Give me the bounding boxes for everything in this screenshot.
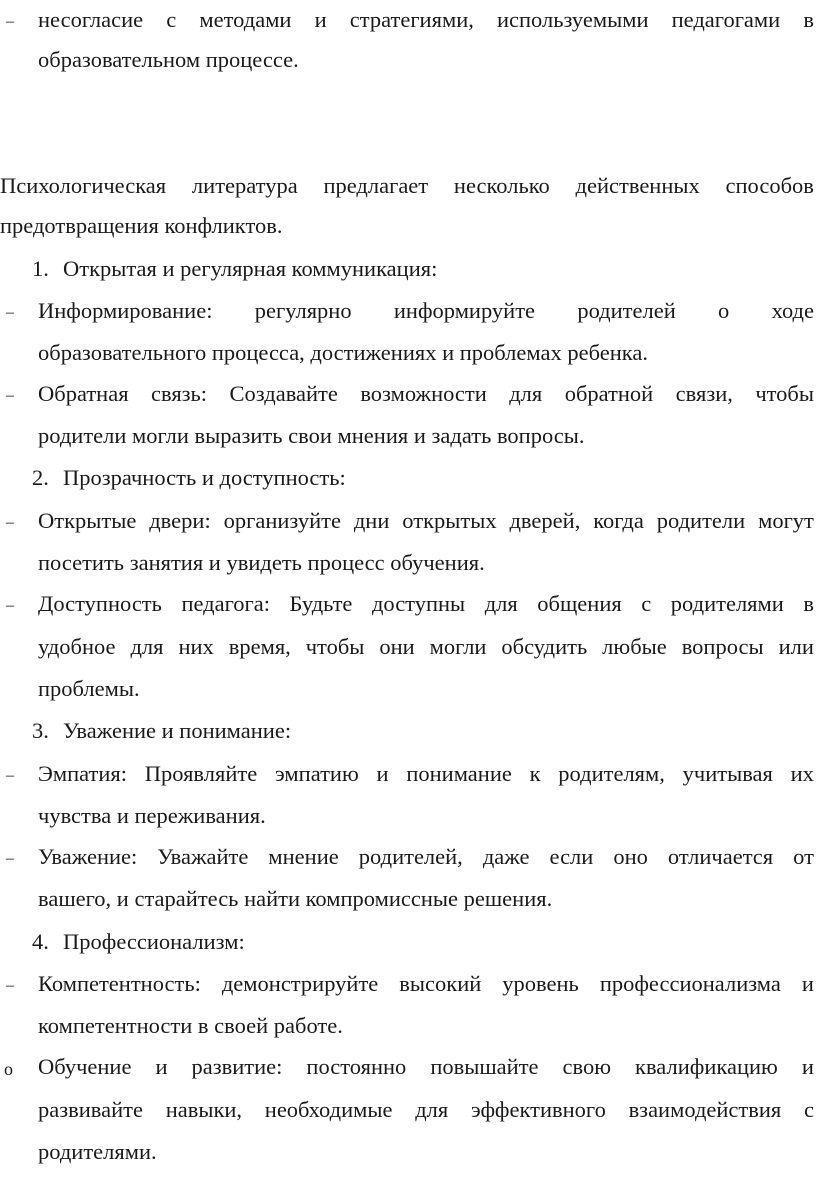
word: них [178, 634, 214, 659]
word: отличается [667, 844, 774, 869]
list-item-line [38, 1099, 814, 1122]
word: их [790, 761, 814, 786]
word: Будьте [289, 591, 353, 616]
list-item-line [38, 383, 814, 406]
word: чтобы [755, 381, 814, 406]
word: возможности [360, 381, 487, 406]
list-item-line [38, 593, 814, 616]
list-item-line [38, 636, 814, 659]
word: методами [199, 7, 292, 32]
word: двери: [149, 508, 211, 533]
word: и [376, 761, 389, 786]
paragraph-line-1 [0, 175, 814, 198]
word: для [130, 634, 164, 659]
word: родителями [670, 591, 784, 616]
word: связь: [151, 381, 208, 406]
word: они [379, 634, 415, 659]
list-bullet: – [6, 304, 14, 321]
word: профессионализма [599, 971, 781, 996]
word: с [641, 591, 652, 616]
word: любые [602, 634, 667, 659]
word: информируйте [393, 298, 536, 323]
intro-item-line-2: образовательном процессе. [38, 47, 299, 72]
word: способов [725, 173, 814, 198]
word: развитие: [191, 1054, 283, 1079]
word: действенных [575, 173, 700, 198]
word: Открытые [38, 508, 137, 533]
list-item-line: вашего, и старайтесь найти компромиссные решения. [38, 886, 553, 911]
word: Психологическая [0, 173, 167, 198]
word: свою [562, 1054, 612, 1079]
word: в [803, 591, 814, 616]
word: литература [191, 173, 298, 198]
word: и [801, 971, 814, 996]
word: Уважение: [38, 844, 138, 869]
list-item-line: посетить занятия и увидеть процесс обучения. [38, 550, 485, 575]
list-bullet: – [6, 13, 14, 30]
list-item-line [38, 973, 814, 996]
word: Компетентность: [38, 971, 201, 996]
word: родителей [577, 298, 676, 323]
section-number: 2. [32, 465, 49, 490]
word: Информирование: [38, 298, 213, 323]
word: необходимые [264, 1097, 393, 1122]
word: высокий [399, 971, 482, 996]
list-bullet: – [6, 767, 14, 784]
word: ходе [771, 298, 814, 323]
list-item-line: компетентности в своей работе. [38, 1013, 343, 1038]
paragraph-line-2: предотвращения конфликтов. [0, 213, 283, 238]
word: мнение [268, 844, 339, 869]
word: и [314, 7, 327, 32]
list-item-line [38, 510, 814, 533]
word: если [549, 844, 594, 869]
word: для [509, 381, 543, 406]
list-bullet: – [6, 514, 14, 531]
word: Проявляйте [144, 761, 258, 786]
word: уровень [502, 971, 579, 996]
word: когда [593, 508, 644, 533]
word: родителям, [558, 761, 665, 786]
word: педагогами [671, 7, 781, 32]
word: эмпатию [274, 761, 359, 786]
word: вопросы [681, 634, 764, 659]
word: могли [429, 634, 487, 659]
word: даже [482, 844, 530, 869]
list-bullet: – [6, 387, 14, 404]
word: стратегиями, [349, 7, 474, 32]
word: используемыми [496, 7, 649, 32]
word: общения [537, 591, 622, 616]
word: с [166, 7, 177, 32]
word: понимание [406, 761, 512, 786]
section-title: Прозрачность и доступность: [63, 465, 346, 490]
word: родителей, [358, 844, 463, 869]
list-item-line: чувства и переживания. [38, 803, 266, 828]
word: связи, [675, 381, 733, 406]
list-item-line: образовательного процесса, достижениях и проблемах ребенка. [38, 340, 648, 365]
word: время, [228, 634, 291, 659]
list-item-line: родители могли выразить свои мнения и задать вопросы. [38, 423, 585, 448]
word: для [415, 1097, 449, 1122]
word: или [778, 634, 814, 659]
word: Доступность [38, 591, 162, 616]
word: дни [353, 508, 390, 533]
word: Создавайте [229, 381, 338, 406]
word: учитывая [682, 761, 773, 786]
word: регулярно [254, 298, 352, 323]
word: и [155, 1054, 168, 1079]
word: Уважайте [157, 844, 249, 869]
list-item-line: проблемы. [38, 676, 140, 701]
word: педагога: [181, 591, 270, 616]
list-bullet: – [6, 850, 14, 867]
list-item-line [38, 1056, 814, 1079]
word: демонстрируйте [221, 971, 379, 996]
word: несколько [453, 173, 550, 198]
list-item-line [38, 763, 814, 786]
word: обсудить [501, 634, 588, 659]
word: оно [613, 844, 648, 869]
word: повышайте [430, 1054, 539, 1079]
word: в [803, 7, 814, 32]
list-bullet: o [4, 1059, 13, 1079]
word: развивайте [38, 1097, 143, 1122]
section-number: 3. [32, 718, 49, 743]
word: Обучение [38, 1054, 132, 1079]
word: Эмпатия: [38, 761, 128, 786]
section-number: 4. [32, 929, 49, 954]
word: несогласие [38, 7, 144, 32]
word: могут [758, 508, 814, 533]
list-item-line: родителями. [38, 1139, 157, 1164]
word: дверей, [509, 508, 581, 533]
word: организуйте [223, 508, 341, 533]
word: навыки, [165, 1097, 243, 1122]
word: предлагает [323, 173, 429, 198]
list-item-line [38, 846, 814, 869]
word: открытых [402, 508, 497, 533]
word: взаимодействия [628, 1097, 782, 1122]
word: квалификацию [635, 1054, 778, 1079]
word: для [484, 591, 518, 616]
word: и [801, 1054, 814, 1079]
list-item-line [38, 300, 814, 323]
word: с [803, 1097, 814, 1122]
section-number: 1. [32, 256, 49, 281]
word: к [529, 761, 541, 786]
section-title: Уважение и понимание: [63, 718, 292, 743]
section-title: Открытая и регулярная коммуникация: [63, 256, 438, 281]
word: доступны [371, 591, 466, 616]
list-bullet: – [6, 977, 14, 994]
word: родители [656, 508, 746, 533]
intro-item-line-1 [38, 9, 814, 32]
list-bullet: – [6, 597, 14, 614]
word: от [793, 844, 814, 869]
word: эффективного [470, 1097, 606, 1122]
word: удобное [38, 634, 116, 659]
word: Обратная [38, 381, 129, 406]
word: обратной [564, 381, 654, 406]
section-title: Профессионализм: [63, 929, 245, 954]
word: постоянно [306, 1054, 407, 1079]
word: чтобы [305, 634, 365, 659]
word: о [718, 298, 730, 323]
